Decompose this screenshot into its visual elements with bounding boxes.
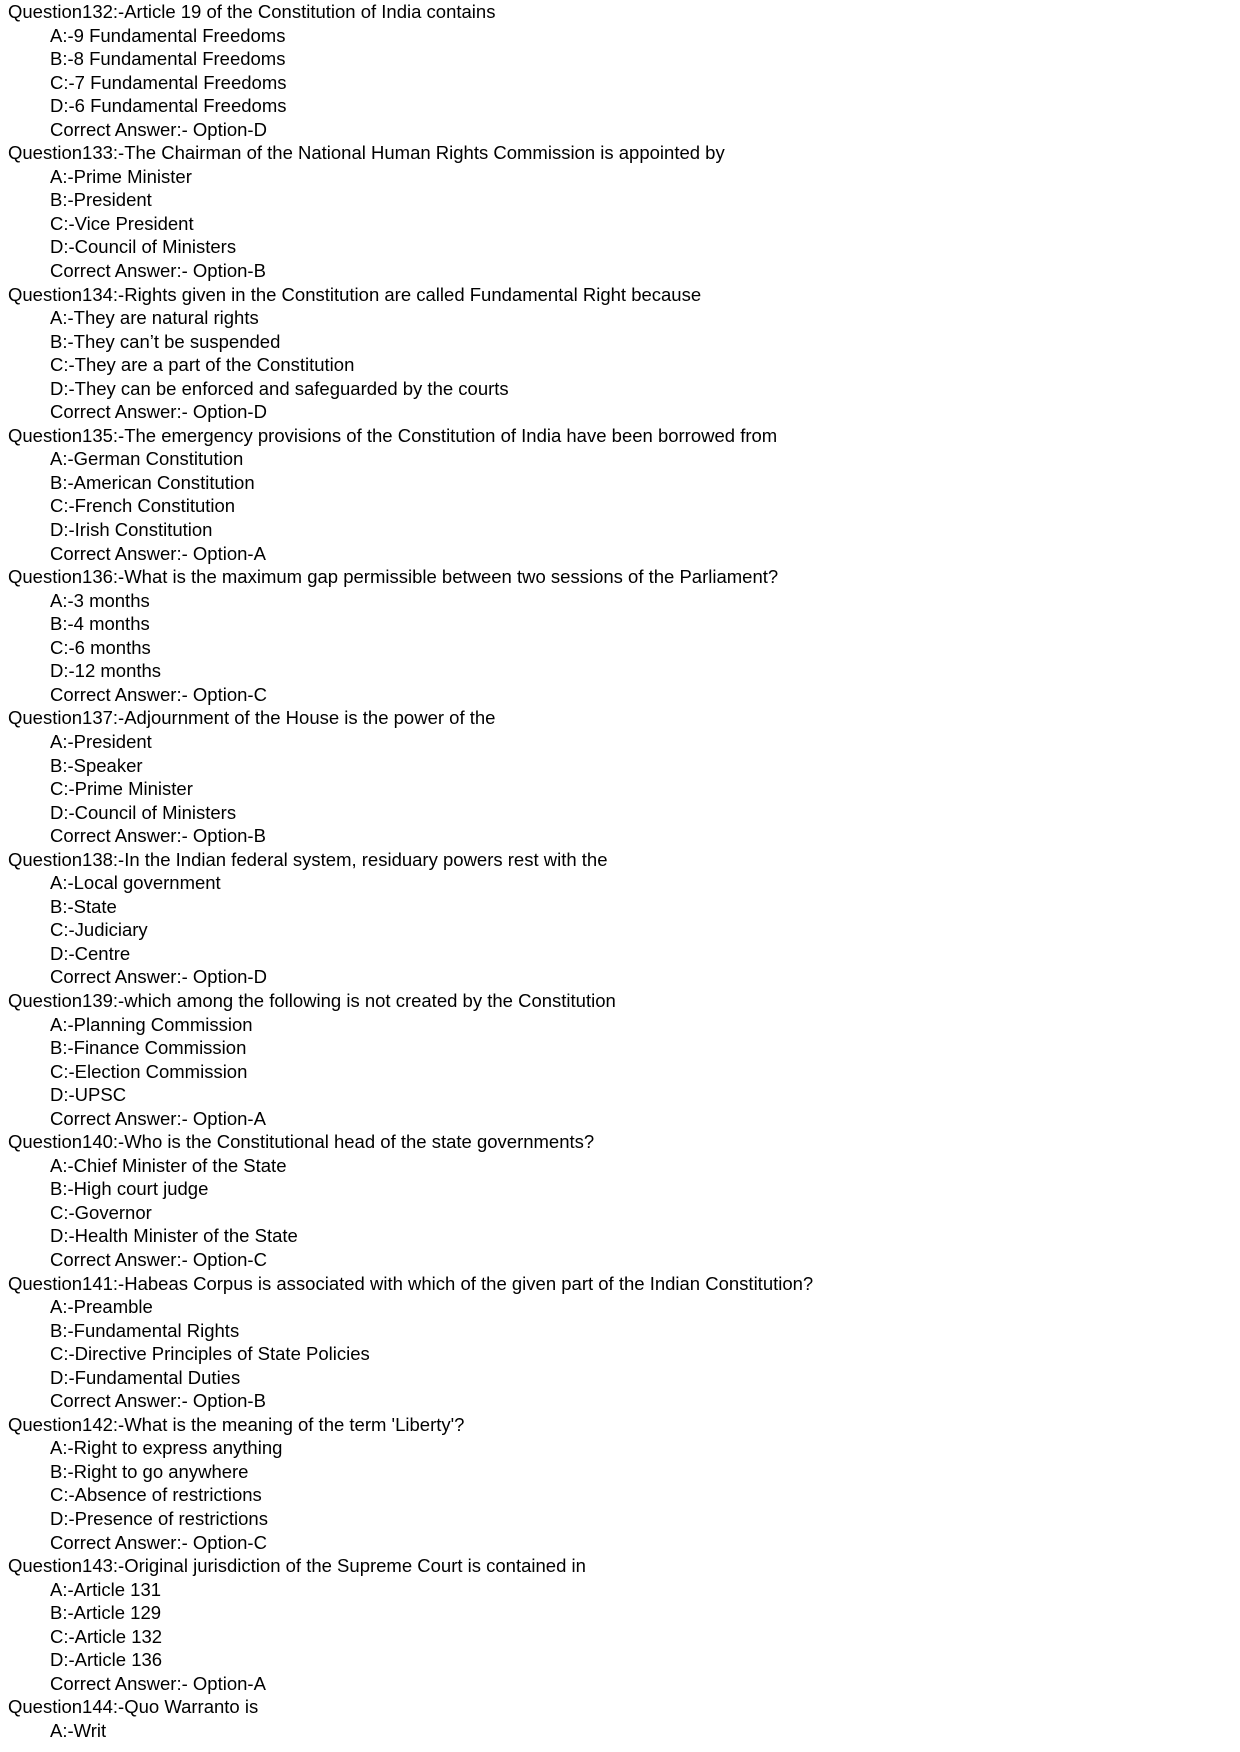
option-a: A:-Planning Commission [50, 1013, 253, 1035]
correct-answer: Correct Answer:- Option-D [50, 118, 267, 140]
correct-answer: Correct Answer:- Option-A [50, 1672, 266, 1694]
question-block-142 [8, 1413, 1228, 1554]
option-a: A:-Right to express anything [50, 1437, 283, 1459]
option-c: C:-Governor [50, 1201, 152, 1223]
question-text: Question142:-What is the meaning of the term 'Liberty'? [8, 1413, 465, 1435]
option-d: D:-Article 136 [50, 1649, 163, 1671]
correct-answer: Correct Answer:- Option-C [50, 1531, 267, 1553]
correct-answer: Correct Answer:- Option-B [50, 825, 266, 847]
option-b: B:-Article 129 [50, 1602, 162, 1624]
option-c: C:-Election Commission [50, 1060, 248, 1082]
option-b: B:-President [50, 189, 152, 211]
option-a: A:-Writ [50, 1719, 107, 1741]
question-block-137 [8, 706, 1228, 847]
option-c: C:-They are a part of the Constitution [50, 354, 355, 376]
option-b: B:-4 months [50, 613, 150, 635]
question-block-133 [8, 141, 1228, 282]
option-d: D:-Council of Ministers [50, 801, 237, 823]
question-document [8, 0, 1228, 1742]
question-text: Question133:-The Chairman of the National Human Rights Commission is appointed by [8, 142, 725, 164]
option-a: A:-3 months [50, 589, 150, 611]
correct-answer: Correct Answer:- Option-A [50, 1107, 266, 1129]
correct-answer: Correct Answer:- Option-C [50, 1248, 267, 1270]
option-b: B:-Speaker [50, 754, 143, 776]
option-a: A:-They are natural rights [50, 307, 259, 329]
question-block-136 [8, 565, 1228, 706]
option-b: B:-American Constitution [50, 471, 255, 493]
option-c: C:-Vice President [50, 212, 194, 234]
option-c: C:-Absence of restrictions [50, 1484, 262, 1506]
option-a: A:-German Constitution [50, 448, 244, 470]
correct-answer: Correct Answer:- Option-D [50, 401, 267, 423]
option-b: B:-Right to go anywhere [50, 1460, 249, 1482]
option-c: C:-Directive Principles of State Policies [50, 1343, 370, 1365]
option-a: A:-Preamble [50, 1296, 153, 1318]
question-text: Question135:-The emergency provisions of the Constitution of India have been borrowed from [8, 424, 778, 446]
option-d: D:-UPSC [50, 1084, 127, 1106]
option-c: C:-French Constitution [50, 495, 236, 517]
option-a: A:-Local government [50, 872, 221, 894]
option-b: B:-8 Fundamental Freedoms [50, 48, 286, 70]
question-block-143 [8, 1554, 1228, 1695]
option-a: A:-Chief Minister of the State [50, 1154, 287, 1176]
option-c: C:-Prime Minister [50, 778, 193, 800]
question-text: Question140:-Who is the Constitutional head of the state governments? [8, 1131, 595, 1153]
option-c: C:-Article 132 [50, 1625, 163, 1647]
question-block-140 [8, 1130, 1228, 1271]
option-b: B:-Fundamental Rights [50, 1319, 240, 1341]
question-block-144 [8, 1695, 1228, 1742]
correct-answer: Correct Answer:- Option-D [50, 966, 267, 988]
option-b: B:-State [50, 895, 117, 917]
option-c: C:-7 Fundamental Freedoms [50, 71, 287, 93]
option-b: B:-They can’t be suspended [50, 330, 281, 352]
option-b: B:-High court judge [50, 1178, 209, 1200]
option-a: A:-9 Fundamental Freedoms [50, 24, 286, 46]
question-block-132 [8, 0, 1228, 141]
question-text: Question137:-Adjournment of the House is the power of the [8, 707, 496, 729]
option-b: B:-Finance Commission [50, 1037, 247, 1059]
question-block-141 [8, 1272, 1228, 1413]
question-block-138 [8, 848, 1228, 989]
question-text: Question143:-Original jurisdiction of the Supreme Court is contained in [8, 1555, 586, 1577]
question-text: Question139:-which among the following is not created by the Constitution [8, 989, 616, 1011]
correct-answer: Correct Answer:- Option-A [50, 542, 266, 564]
question-text: Question144:-Quo Warranto is [8, 1696, 259, 1718]
question-text: Question141:-Habeas Corpus is associated with which of the given part of the Indian Constitution? [8, 1272, 814, 1294]
question-text: Question136:-What is the maximum gap permissible between two sessions of the Parliament? [8, 566, 779, 588]
correct-answer: Correct Answer:- Option-B [50, 1390, 266, 1412]
option-a: A:-Article 131 [50, 1578, 162, 1600]
option-d: D:-Fundamental Duties [50, 1366, 241, 1388]
option-d: D:-6 Fundamental Freedoms [50, 95, 287, 117]
question-block-139 [8, 989, 1228, 1130]
question-block-135 [8, 424, 1228, 565]
option-d: D:-Council of Ministers [50, 236, 237, 258]
option-a: A:-President [50, 730, 152, 752]
option-c: C:-Judiciary [50, 919, 148, 941]
option-a: A:-Prime Minister [50, 165, 192, 187]
option-d: D:-Presence of restrictions [50, 1508, 268, 1529]
option-c: C:-6 months [50, 636, 151, 658]
question-text: Question138:-In the Indian federal system, residuary powers rest with the [8, 848, 608, 870]
question-text: Question134:-Rights given in the Constitution are called Fundamental Right because [8, 283, 702, 305]
option-d: D:-Centre [50, 942, 131, 964]
option-d: D:-They can be enforced and safeguarded by the courts [50, 377, 509, 399]
question-text: Question132:-Article 19 of the Constitution of India contains [8, 1, 496, 22]
option-d: D:-Irish Constitution [50, 519, 213, 541]
correct-answer: Correct Answer:- Option-B [50, 260, 266, 282]
option-d: D:-Health Minister of the State [50, 1225, 298, 1247]
correct-answer: Correct Answer:- Option-C [50, 683, 267, 705]
option-d: D:-12 months [50, 660, 162, 682]
question-block-134 [8, 283, 1228, 424]
